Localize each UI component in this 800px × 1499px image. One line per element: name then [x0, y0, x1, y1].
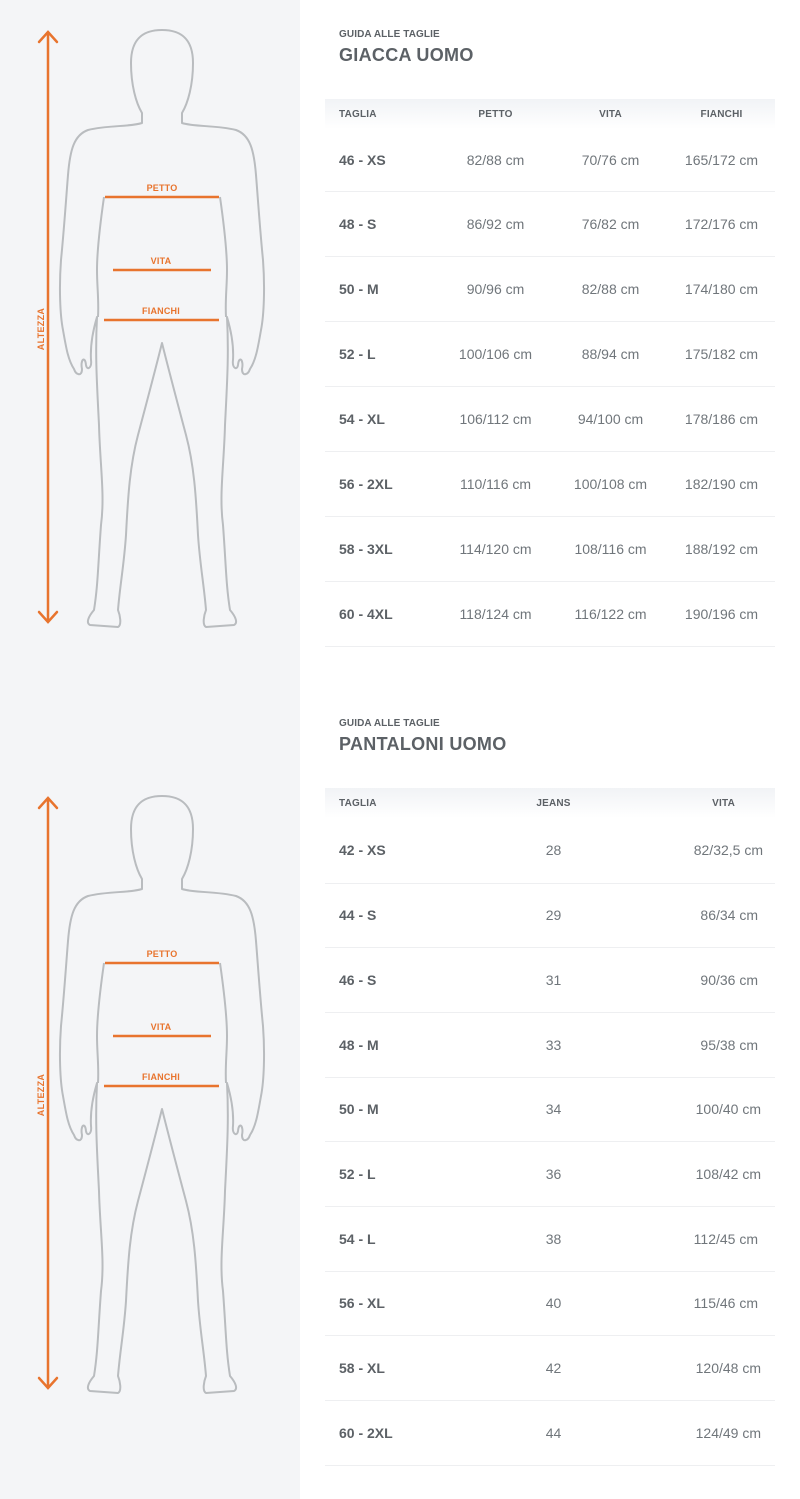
size-cell: 48 - S — [325, 191, 438, 256]
pantaloni-size-guide — [325, 690, 775, 1490]
table-row — [325, 1077, 775, 1142]
giacca-size-guide — [325, 0, 775, 660]
fianchi-cell: 172/176 cm — [668, 191, 775, 256]
fianchi-cell: 190/196 cm — [668, 581, 775, 646]
size-cell: 56 - XL — [325, 1271, 495, 1336]
petto-cell: 82/88 cm — [438, 129, 553, 191]
table-row — [325, 191, 775, 256]
vita-cell: 115/46 cm — [612, 1271, 775, 1336]
size-cell: 60 - 2XL — [325, 1401, 495, 1466]
fianchi-cell: 188/192 cm — [668, 516, 775, 581]
fianchi-cell: 175/182 cm — [668, 321, 775, 386]
vita-cell: 70/76 cm — [553, 129, 668, 191]
vita-label: VITA — [150, 1022, 172, 1032]
col-header-taglia: TAGLIA — [339, 797, 377, 809]
size-cell: 58 - 3XL — [325, 516, 438, 581]
petto-cell: 100/106 cm — [438, 321, 553, 386]
table-row — [325, 1401, 775, 1466]
vita-cell: 124/49 cm — [612, 1401, 775, 1466]
fianchi-cell: 182/190 cm — [668, 451, 775, 516]
col-header-petto: PETTO — [478, 108, 513, 120]
size-cell: 46 - XS — [325, 129, 438, 191]
table-header-row — [325, 99, 775, 129]
col-header-vita: VITA — [599, 108, 622, 120]
table-row — [325, 1271, 775, 1336]
size-cell: 52 - L — [325, 321, 438, 386]
table-row — [325, 1336, 775, 1401]
table-row — [325, 948, 775, 1013]
vita-cell: 108/116 cm — [553, 516, 668, 581]
vita-cell: 120/48 cm — [612, 1336, 775, 1401]
table-row — [325, 1142, 775, 1207]
petto-cell: 114/120 cm — [438, 516, 553, 581]
jeans-cell: 29 — [495, 883, 612, 948]
table-row — [325, 321, 775, 386]
col-header-fianchi: FIANCHI — [700, 108, 743, 120]
size-cell: 46 - S — [325, 948, 495, 1013]
size-cell: 50 - M — [325, 1077, 495, 1142]
col-header-jeans: JEANS — [536, 797, 571, 809]
giacca-size-table — [325, 99, 775, 647]
vita-cell: 100/108 cm — [553, 451, 668, 516]
vita-cell: 82/32,5 cm — [612, 818, 775, 883]
vita-cell: 82/88 cm — [553, 256, 668, 321]
jeans-cell: 33 — [495, 1012, 612, 1077]
col-header-vita: VITA — [712, 797, 735, 809]
size-cell: 54 - L — [325, 1206, 495, 1271]
table-row — [325, 818, 775, 883]
fianchi-cell: 178/186 cm — [668, 386, 775, 451]
vita-cell: 94/100 cm — [553, 386, 668, 451]
vita-label: VITA — [150, 256, 172, 266]
table-row — [325, 1206, 775, 1271]
table-row — [325, 451, 775, 516]
table-row — [325, 256, 775, 321]
jeans-cell: 44 — [495, 1401, 612, 1466]
table-header-row — [325, 788, 775, 818]
vita-cell: 76/82 cm — [553, 191, 668, 256]
fianchi-label: FIANCHI — [142, 1072, 180, 1082]
body-figure-pantaloni — [0, 791, 300, 1411]
vita-cell: 88/94 cm — [553, 321, 668, 386]
size-cell: 58 - XL — [325, 1336, 495, 1401]
table-row — [325, 129, 775, 191]
table-row — [325, 883, 775, 948]
size-cell: 42 - XS — [325, 818, 495, 883]
pantaloni-size-table — [325, 788, 775, 1466]
size-cell: 56 - 2XL — [325, 451, 438, 516]
jeans-cell: 40 — [495, 1271, 612, 1336]
vita-cell: 116/122 cm — [553, 581, 668, 646]
petto-label: PETTO — [146, 949, 178, 959]
size-cell: 50 - M — [325, 256, 438, 321]
petto-cell: 106/112 cm — [438, 386, 553, 451]
giacca-eyebrow: GUIDA ALLE TAGLIE — [339, 29, 440, 40]
size-cell: 44 - S — [325, 883, 495, 948]
vita-cell: 95/38 cm — [612, 1012, 775, 1077]
table-row — [325, 386, 775, 451]
measurement-figure-panel — [0, 0, 300, 1499]
table-row — [325, 581, 775, 646]
vita-cell: 100/40 cm — [612, 1077, 775, 1142]
size-cell: 48 - M — [325, 1012, 495, 1077]
jeans-cell: 38 — [495, 1206, 612, 1271]
jeans-cell: 36 — [495, 1142, 612, 1207]
petto-label: PETTO — [146, 183, 178, 193]
jeans-cell: 31 — [495, 948, 612, 1013]
pantaloni-eyebrow: GUIDA ALLE TAGLIE — [339, 718, 440, 729]
table-row — [325, 516, 775, 581]
size-cell: 54 - XL — [325, 386, 438, 451]
fianchi-cell: 165/172 cm — [668, 129, 775, 191]
petto-cell: 90/96 cm — [438, 256, 553, 321]
petto-cell: 110/116 cm — [438, 451, 553, 516]
fianchi-cell: 174/180 cm — [668, 256, 775, 321]
giacca-title: GIACCA UOMO — [339, 45, 474, 65]
jeans-cell: 42 — [495, 1336, 612, 1401]
vita-cell: 86/34 cm — [612, 883, 775, 948]
altezza-label: ALTEZZA — [36, 307, 46, 351]
table-row — [325, 1012, 775, 1077]
fianchi-label: FIANCHI — [142, 306, 180, 316]
petto-cell: 118/124 cm — [438, 581, 553, 646]
petto-cell: 86/92 cm — [438, 191, 553, 256]
vita-cell: 108/42 cm — [612, 1142, 775, 1207]
pantaloni-title: PANTALONI UOMO — [339, 734, 507, 754]
body-figure-giacca — [0, 25, 300, 645]
altezza-label: ALTEZZA — [36, 1073, 46, 1117]
jeans-cell: 34 — [495, 1077, 612, 1142]
col-header-taglia: TAGLIA — [339, 108, 377, 120]
size-cell: 60 - 4XL — [325, 581, 438, 646]
vita-cell: 90/36 cm — [612, 948, 775, 1013]
size-cell: 52 - L — [325, 1142, 495, 1207]
jeans-cell: 28 — [495, 818, 612, 883]
vita-cell: 112/45 cm — [612, 1206, 775, 1271]
